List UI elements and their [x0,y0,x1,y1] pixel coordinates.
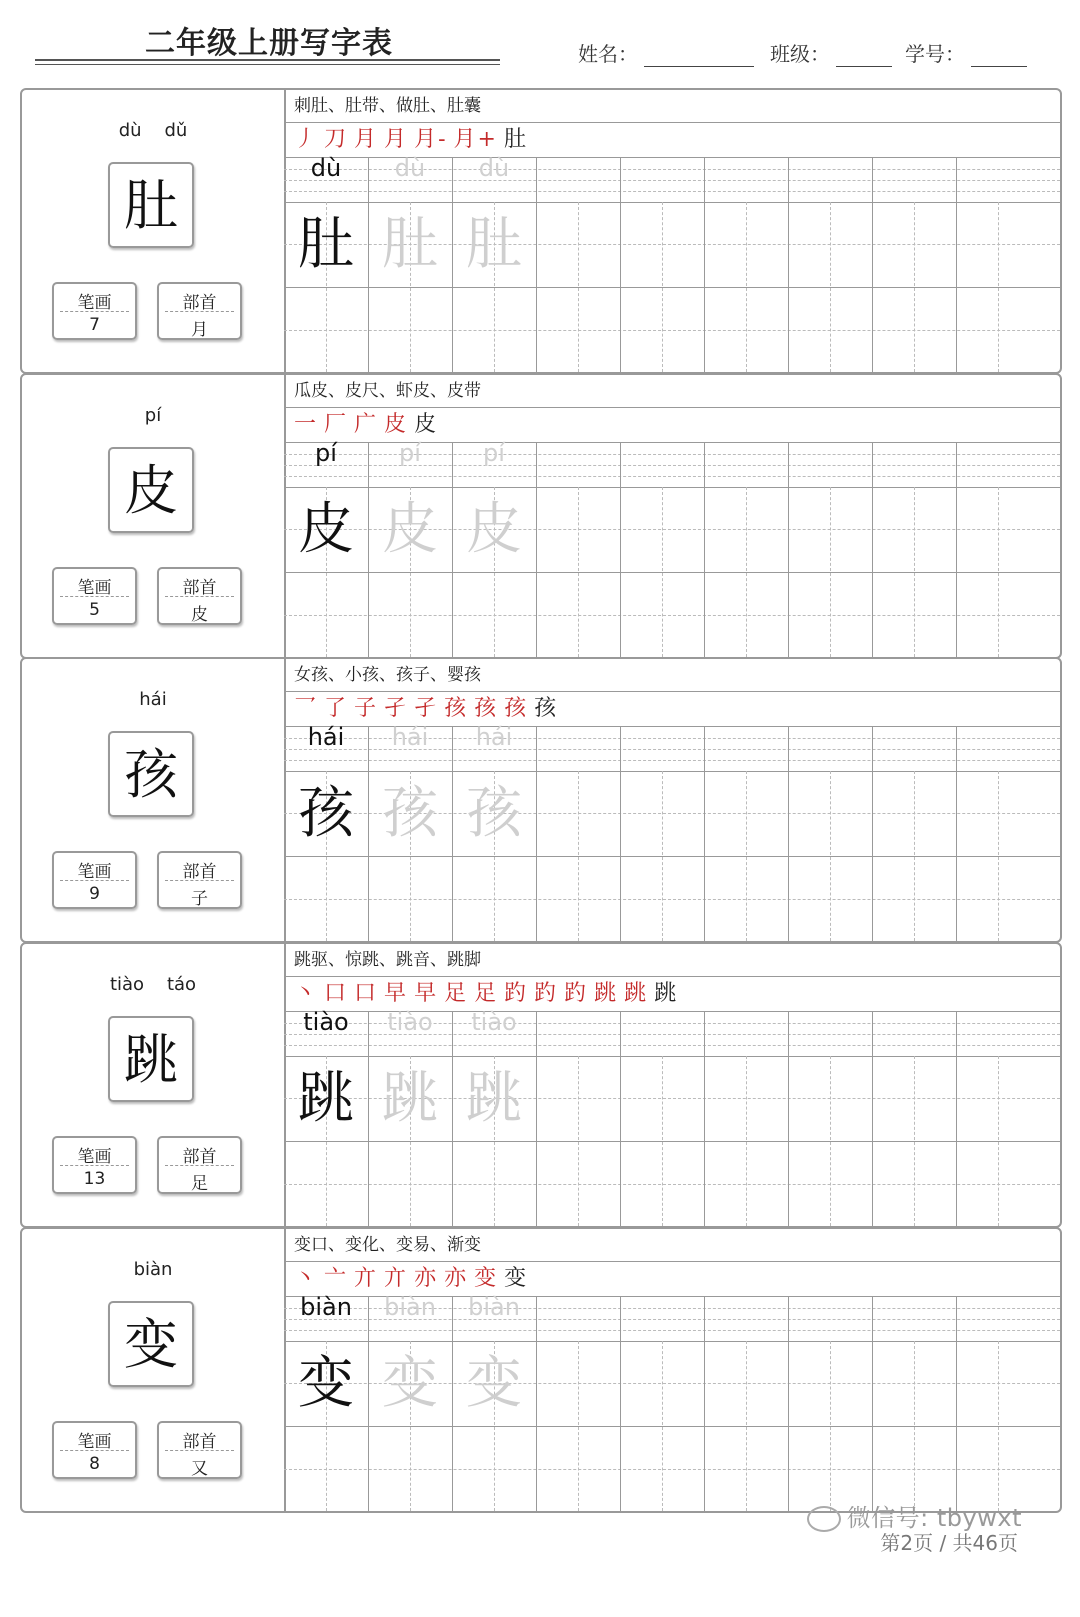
grid-column-line [536,443,537,657]
grid-column-line [872,158,873,372]
guide-line [914,202,915,372]
practice-panel [284,90,1060,372]
grid-column-line [788,443,789,657]
character-card [20,1227,1062,1513]
radical-box [157,567,242,625]
guide-line [914,1341,915,1511]
guide-line [914,1056,915,1226]
character-info-panel [22,944,286,1226]
stroke-step: 孩 [474,696,499,721]
stroke-step: 跳 [624,981,649,1006]
stroke-step: 孩 [504,696,529,721]
radical-label: 部首 [182,1147,217,1167]
trace-pinyin: pí [399,439,421,467]
stroke-count-label: 笔画 [77,1147,112,1167]
divider [165,1450,234,1451]
radical-box [157,282,242,340]
class-field[interactable] [770,38,892,67]
stroke-step: 刀 [324,127,349,152]
stroke-step: 跳 [654,981,679,1006]
character-display: 孩 [108,731,194,817]
grid-column-line [536,1297,537,1511]
stroke-step: 孩 [534,696,559,721]
stroke-count-value: 5 [89,600,100,620]
divider [165,596,234,597]
stroke-count-box [52,1136,137,1194]
stroke-step: 厂 [324,412,349,437]
trace-character: 皮 [466,497,522,562]
stroke-step: 月 [384,127,409,152]
writing-grid[interactable] [284,439,1060,657]
grid-column-line [620,727,621,941]
model-pinyin: hái [307,723,345,751]
guide-line [284,615,1060,616]
stroke-step: 月+ [453,127,498,152]
model-pinyin: biàn [300,1293,352,1321]
page-number: 第2页 / 共46页 [880,1531,1018,1555]
writing-grid[interactable] [284,1008,1060,1226]
stroke-step: 孑 [414,696,439,721]
stroke-count-value: 9 [89,884,100,904]
guide-line [998,771,999,941]
stroke-order [284,408,1060,443]
page-header [0,0,1080,80]
trace-pinyin: dù [394,154,426,182]
stroke-step: 跳 [594,981,619,1006]
character-pinyin: dù dǔ [118,120,188,141]
stroke-step: 足 [474,981,499,1006]
trace-character: 跳 [382,1066,438,1131]
stroke-count-value: 8 [89,1454,100,1474]
divider [60,311,129,312]
guide-line [284,330,1060,331]
divider [60,596,129,597]
character-display: 跳 [108,1016,194,1102]
stroke-step: 口 [324,981,349,1006]
name-label: 姓名： [578,42,638,66]
guide-line [578,771,579,941]
guide-line [662,1341,663,1511]
trace-pinyin: hái [391,723,429,751]
character-display: 变 [108,1301,194,1387]
radical-value: 又 [191,1459,208,1479]
stroke-step: 皮 [414,412,439,437]
divider [60,880,129,881]
example-words: 变口、变化、变易、渐变 [284,1229,1060,1262]
grid-column-line [620,1012,621,1226]
character-info-panel [22,90,286,372]
character-pinyin: hái [139,689,167,710]
radical-label: 部首 [182,862,217,882]
title-underline-thin [35,64,500,65]
example-words: 跳驱、惊跳、跳音、跳脚 [284,944,1060,977]
grid-column-line [788,727,789,941]
grid-column-line [704,1012,705,1226]
guide-line [746,771,747,941]
model-character: 变 [298,1351,354,1416]
guide-line [662,1056,663,1226]
trace-character: 变 [382,1351,438,1416]
guide-line [746,1341,747,1511]
grid-column-line [704,158,705,372]
radical-label: 部首 [182,1432,217,1452]
stroke-step: 亣 [354,1266,379,1291]
guide-line [998,487,999,657]
character-display: 皮 [108,447,194,533]
divider [165,1165,234,1166]
writing-grid[interactable] [284,723,1060,941]
radical-label: 部首 [182,293,217,313]
stroke-step: 趵 [564,981,589,1006]
trace-pinyin: hái [475,723,513,751]
stroke-order [284,1262,1060,1297]
guide-line [284,1469,1060,1470]
example-words: 女孩、小孩、孩子、婴孩 [284,659,1060,692]
stroke-count-label: 笔画 [77,1432,112,1452]
practice-panel [284,375,1060,657]
student-id-blank[interactable] [971,42,1027,67]
stroke-step: 月- [414,127,448,152]
grid-column-line [956,1012,957,1226]
practice-panel [284,944,1060,1226]
trace-character: 肚 [382,212,438,277]
guide-line [662,487,663,657]
trace-pinyin: biàn [468,1293,520,1321]
divider [60,1165,129,1166]
practice-panel [284,1229,1060,1511]
model-character: 肚 [298,212,354,277]
stroke-step: 变 [474,1266,499,1291]
stroke-count-value: 7 [89,315,100,335]
grid-column-line [956,443,957,657]
name-blank[interactable] [644,42,754,67]
radical-value: 皮 [191,605,208,625]
stroke-order [284,977,1060,1012]
stroke-count-value: 13 [83,1169,106,1189]
title-underline [35,59,500,61]
grid-column-line [956,158,957,372]
guide-line [284,1184,1060,1185]
stroke-step: 丶 [294,1266,319,1291]
guide-line [284,191,1060,192]
model-pinyin: pí [315,439,337,467]
radical-label: 部首 [182,578,217,598]
grid-column-line [704,443,705,657]
character-card [20,657,1062,943]
grid-column-line [872,1297,873,1511]
guide-line [284,1330,1060,1331]
guide-line [830,487,831,657]
guide-line [998,202,999,372]
stroke-step: 肚 [503,127,528,152]
character-pinyin: pí [144,405,162,426]
stroke-step: 足 [444,981,469,1006]
class-blank[interactable] [836,42,892,67]
grid-column-line [536,1012,537,1226]
guide-line [284,476,1060,477]
guide-line [578,202,579,372]
grid-column-line [620,158,621,372]
student-id-label: 学号： [905,42,965,66]
radical-box [157,1421,242,1479]
guide-line [578,487,579,657]
class-label: 班级： [770,42,830,66]
grid-column-line [788,1297,789,1511]
grid-column-line [788,1012,789,1226]
stroke-count-box [52,851,137,909]
example-words: 刺肚、肚带、做肚、肚囊 [284,90,1060,123]
guide-line [746,202,747,372]
grid-column-line [536,158,537,372]
character-info-panel [22,1229,286,1511]
guide-line [284,760,1060,761]
grid-column-line [872,443,873,657]
model-character: 皮 [298,497,354,562]
guide-line [830,1056,831,1226]
stroke-step: 亦 [444,1266,469,1291]
stroke-count-box [52,1421,137,1479]
stroke-step: 月 [354,127,379,152]
stroke-order [284,692,1060,727]
grid-column-line [872,1012,873,1226]
trace-character: 跳 [466,1066,522,1131]
trace-pinyin: biàn [384,1293,436,1321]
stroke-count-box [52,282,137,340]
stroke-step: 丿 [294,127,319,152]
divider [165,311,234,312]
stroke-step: 广 [354,412,379,437]
radical-box [157,851,242,909]
model-character: 孩 [298,781,354,846]
stroke-step: 孩 [444,696,469,721]
character-info-panel [22,375,286,657]
guide-line [662,771,663,941]
model-pinyin: tiào [303,1008,349,1036]
divider [165,880,234,881]
stroke-step: 一 [294,412,319,437]
wechat-icon [807,1506,841,1532]
grid-column-line [620,1297,621,1511]
guide-line [998,1341,999,1511]
name-field[interactable] [578,38,754,67]
stroke-step: 变 [504,1266,529,1291]
trace-character: 肚 [466,212,522,277]
radical-value: 月 [191,320,208,340]
trace-pinyin: tiào [471,1008,517,1036]
student-id-field[interactable] [905,38,1027,67]
guide-line [284,899,1060,900]
grid-column-line [956,1297,957,1511]
radical-box [157,1136,242,1194]
example-words: 瓜皮、皮尺、虾皮、皮带 [284,375,1060,408]
stroke-step: 亠 [324,1266,349,1291]
page-title: 二年级上册写字表 [145,26,393,61]
radical-value: 子 [191,889,208,909]
stroke-count-label: 笔画 [77,293,112,313]
writing-grid[interactable] [284,154,1060,372]
guide-line [746,487,747,657]
stroke-count-box [52,567,137,625]
stroke-step: 早 [414,981,439,1006]
grid-column-line [956,727,957,941]
character-card [20,942,1062,1228]
guide-line [578,1341,579,1511]
stroke-step: 趵 [504,981,529,1006]
guide-line [914,771,915,941]
stroke-count-label: 笔画 [77,862,112,882]
stroke-step: 丶 [294,981,319,1006]
guide-line [578,1056,579,1226]
guide-line [662,202,663,372]
stroke-order [284,123,1060,158]
grid-column-line [704,1297,705,1511]
stroke-step: 了 [324,696,349,721]
trace-pinyin: pí [483,439,505,467]
stroke-step: 早 [384,981,409,1006]
writing-grid[interactable] [284,1293,1060,1511]
trace-character: 孩 [382,781,438,846]
model-character: 跳 [298,1066,354,1131]
character-pinyin: biàn [133,1259,173,1280]
guide-line [830,771,831,941]
character-pinyin: tiào táo [109,974,197,995]
model-pinyin: dù [310,154,342,182]
stroke-count-label: 笔画 [77,578,112,598]
guide-line [746,1056,747,1226]
guide-line [830,1341,831,1511]
guide-line [914,487,915,657]
grid-column-line [872,727,873,941]
trace-pinyin: tiào [387,1008,433,1036]
grid-column-line [620,443,621,657]
practice-panel [284,659,1060,941]
divider [60,1450,129,1451]
trace-character: 变 [466,1351,522,1416]
guide-line [998,1056,999,1226]
grid-column-line [536,727,537,941]
character-info-panel [22,659,286,941]
stroke-step: 子 [354,696,379,721]
stroke-step: 趵 [534,981,559,1006]
trace-pinyin: dù [478,154,510,182]
stroke-step: 皮 [384,412,409,437]
stroke-step: 亣 [384,1266,409,1291]
stroke-step: 乛 [294,696,319,721]
character-display: 肚 [108,162,194,248]
stroke-step: 口 [354,981,379,1006]
trace-character: 皮 [382,497,438,562]
radical-value: 足 [191,1174,208,1194]
stroke-step: 亦 [414,1266,439,1291]
watermark-text: 微信号: tbywxt [846,1504,1022,1532]
guide-line [830,202,831,372]
grid-column-line [788,158,789,372]
character-card [20,88,1062,374]
trace-character: 孩 [466,781,522,846]
guide-line [284,1045,1060,1046]
grid-column-line [704,727,705,941]
stroke-step: 孑 [384,696,409,721]
character-card [20,373,1062,659]
